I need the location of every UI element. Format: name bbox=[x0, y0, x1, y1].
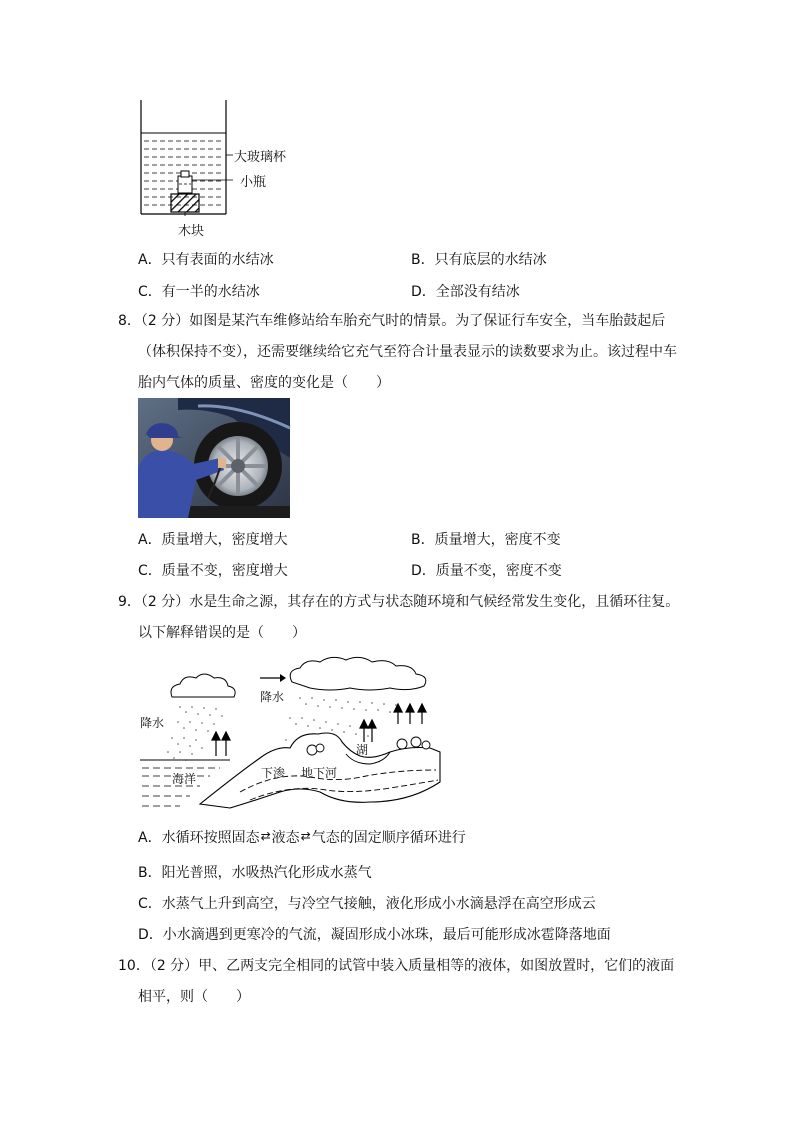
label-small-bottle: 小瓶 bbox=[240, 175, 267, 190]
q7-option-c: C．有一半的水结冰 bbox=[138, 284, 260, 300]
cloud-right-shape bbox=[290, 657, 426, 690]
q9-option-c: C．水蒸气上升到高空，与冷空气接触，液化形成小水滴悬浮在高空形成云 bbox=[138, 896, 596, 912]
label-lake: 湖 bbox=[356, 743, 369, 757]
reversible-arrow-icon: ⇄ bbox=[300, 829, 311, 843]
q8-stem-line2: （体积保持不变），还需要继续给它充气至符合计量表显示的读数要求为止。该过程中车 bbox=[138, 344, 677, 360]
q7-option-d: D．全部没有结冰 bbox=[411, 284, 520, 300]
q10-stem-line1: 10．（2 分）甲、乙两支完全相同的试管中装入质量相等的液体，如图放置时，它们的液面 bbox=[118, 958, 675, 974]
q9-option-a-suffix: 气态的固定顺序循环进行 bbox=[311, 830, 466, 846]
q7-option-a: A．只有表面的水结冰 bbox=[138, 252, 274, 268]
q9-option-b: B．阳光普照，水吸热汽化形成水蒸气 bbox=[138, 865, 372, 881]
reversible-arrow-icon: ⇄ bbox=[260, 829, 271, 843]
q9-option-a bbox=[138, 827, 466, 847]
tire-inflation-photo bbox=[138, 398, 290, 518]
q8-option-c: C．质量不变，密度增大 bbox=[138, 563, 288, 579]
q9-stem-line2: 以下解释错误的是（ ） bbox=[138, 625, 306, 641]
label-ocean: 海洋 bbox=[172, 772, 197, 786]
label-wood-block: 木块 bbox=[178, 224, 205, 239]
q8-option-a: A．质量增大，密度增大 bbox=[138, 532, 288, 548]
label-underground-river: 地下河 bbox=[301, 766, 338, 780]
q8-stem-line1: 8．（2 分）如图是某汽车维修站给车胎充气时的情景。为了保证行车安全，当车胎鼓起后 bbox=[118, 313, 666, 329]
cloud-left-shape bbox=[171, 674, 235, 697]
q8-option-b: B．质量增大，密度不变 bbox=[411, 532, 561, 548]
label-rain-left: 降水 bbox=[140, 716, 165, 730]
small-bottle-shape bbox=[178, 176, 192, 193]
q9-stem-line1: 9．（2 分）水是生命之源，其存在的方式与状态随环境和气候经常发生变化，且循环往复。 bbox=[118, 594, 680, 610]
beaker-figure bbox=[130, 98, 250, 218]
q9-option-d: D．小水滴遇到更寒冷的气流，凝固形成小冰珠，最后可能形成冰雹降落地面 bbox=[138, 927, 611, 943]
q7-option-b: B．只有底层的水结冰 bbox=[411, 252, 547, 268]
wood-block-shape bbox=[171, 194, 199, 212]
label-seep: 下渗 bbox=[261, 766, 286, 780]
q8-option-d: D．质量不变，密度不变 bbox=[411, 563, 562, 579]
q9-option-a-prefix: A．水循环按照固态 bbox=[138, 830, 260, 846]
q9-option-a-mid: 液态 bbox=[271, 830, 300, 846]
label-big-glass: 大玻璃杯 bbox=[234, 150, 287, 165]
label-rain-top: 降水 bbox=[260, 690, 285, 704]
q8-stem-line3: 胎内气体的质量、密度的变化是（ ） bbox=[138, 375, 390, 391]
q10-stem-line2: 相平，则（ ） bbox=[138, 989, 250, 1005]
water-cycle-figure bbox=[140, 652, 450, 812]
